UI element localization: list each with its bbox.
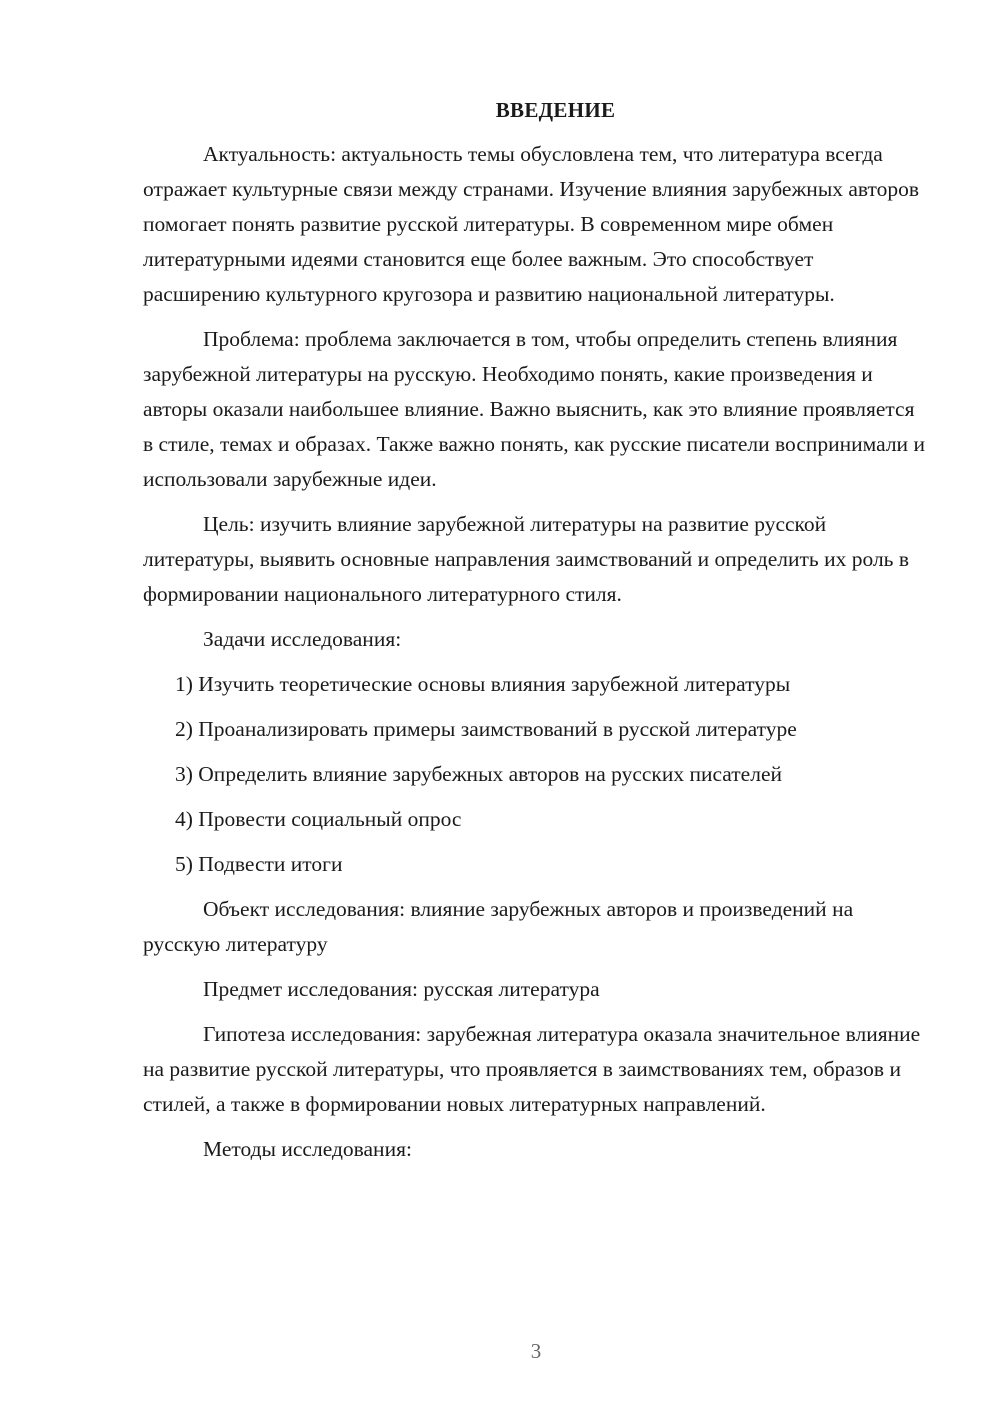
tasks-heading: Задачи исследования:	[203, 627, 402, 651]
list-item: 1) Изучить теоретические основы влияния зарубежной литературы	[175, 672, 791, 696]
page-title: ВВЕДЕНИЕ	[495, 98, 616, 122]
list-item: 4) Провести социальный опрос	[175, 807, 462, 831]
goal-paragraph: Цель: изучить влияние зарубежной литературы на развитие русской литературы, выявить основные направления заимствований и определить их роль в формировании национального литературного стиля.	[143, 512, 910, 606]
list-item: 5) Подвести итоги	[175, 852, 343, 876]
subject-paragraph: Предмет исследования: русская литература	[203, 977, 600, 1001]
page-body	[143, 93, 928, 1177]
tasks-list	[143, 667, 928, 882]
problem-paragraph: Проблема: проблема заключается в том, чтобы определить степень влияния зарубежной литературы на русскую. Необходимо понять, какие произведения и авторы оказали наибольшее влияние. Важно выяснить, как это влияние проявляется в стиле, темах и образах. Также важно понять, как русские писатели воспринимали и использовали зарубежные идеи.	[143, 327, 925, 491]
list-item: 2) Проанализировать примеры заимствований в русской литературе	[175, 717, 797, 741]
methods-heading: Методы исследования:	[203, 1137, 412, 1161]
page-number: 3	[530, 1339, 542, 1363]
list-item: 3) Определить влияние зарубежных авторов на русских писателей	[175, 762, 783, 786]
relevance-paragraph: Актуальность: актуальность темы обусловлена тем, что литература всегда отражает культурные связи между странами. Изучение влияния зарубежных авторов помогает понять развитие русской литературы. В современном мире обмен литературными идеями становится еще более важным. Это способствует расширению культурного кругозора и развитию национальной литературы.	[143, 142, 920, 306]
hypothesis-paragraph: Гипотеза исследования: зарубежная литература оказала значительное влияние на развитие русской литературы, что проявляется в заимствованиях тем, образов и стилей, а также в формировании новых литературных направлений.	[143, 1022, 921, 1116]
object-paragraph: Объект исследования: влияние зарубежных авторов и произведений на русскую литературу	[143, 897, 854, 956]
